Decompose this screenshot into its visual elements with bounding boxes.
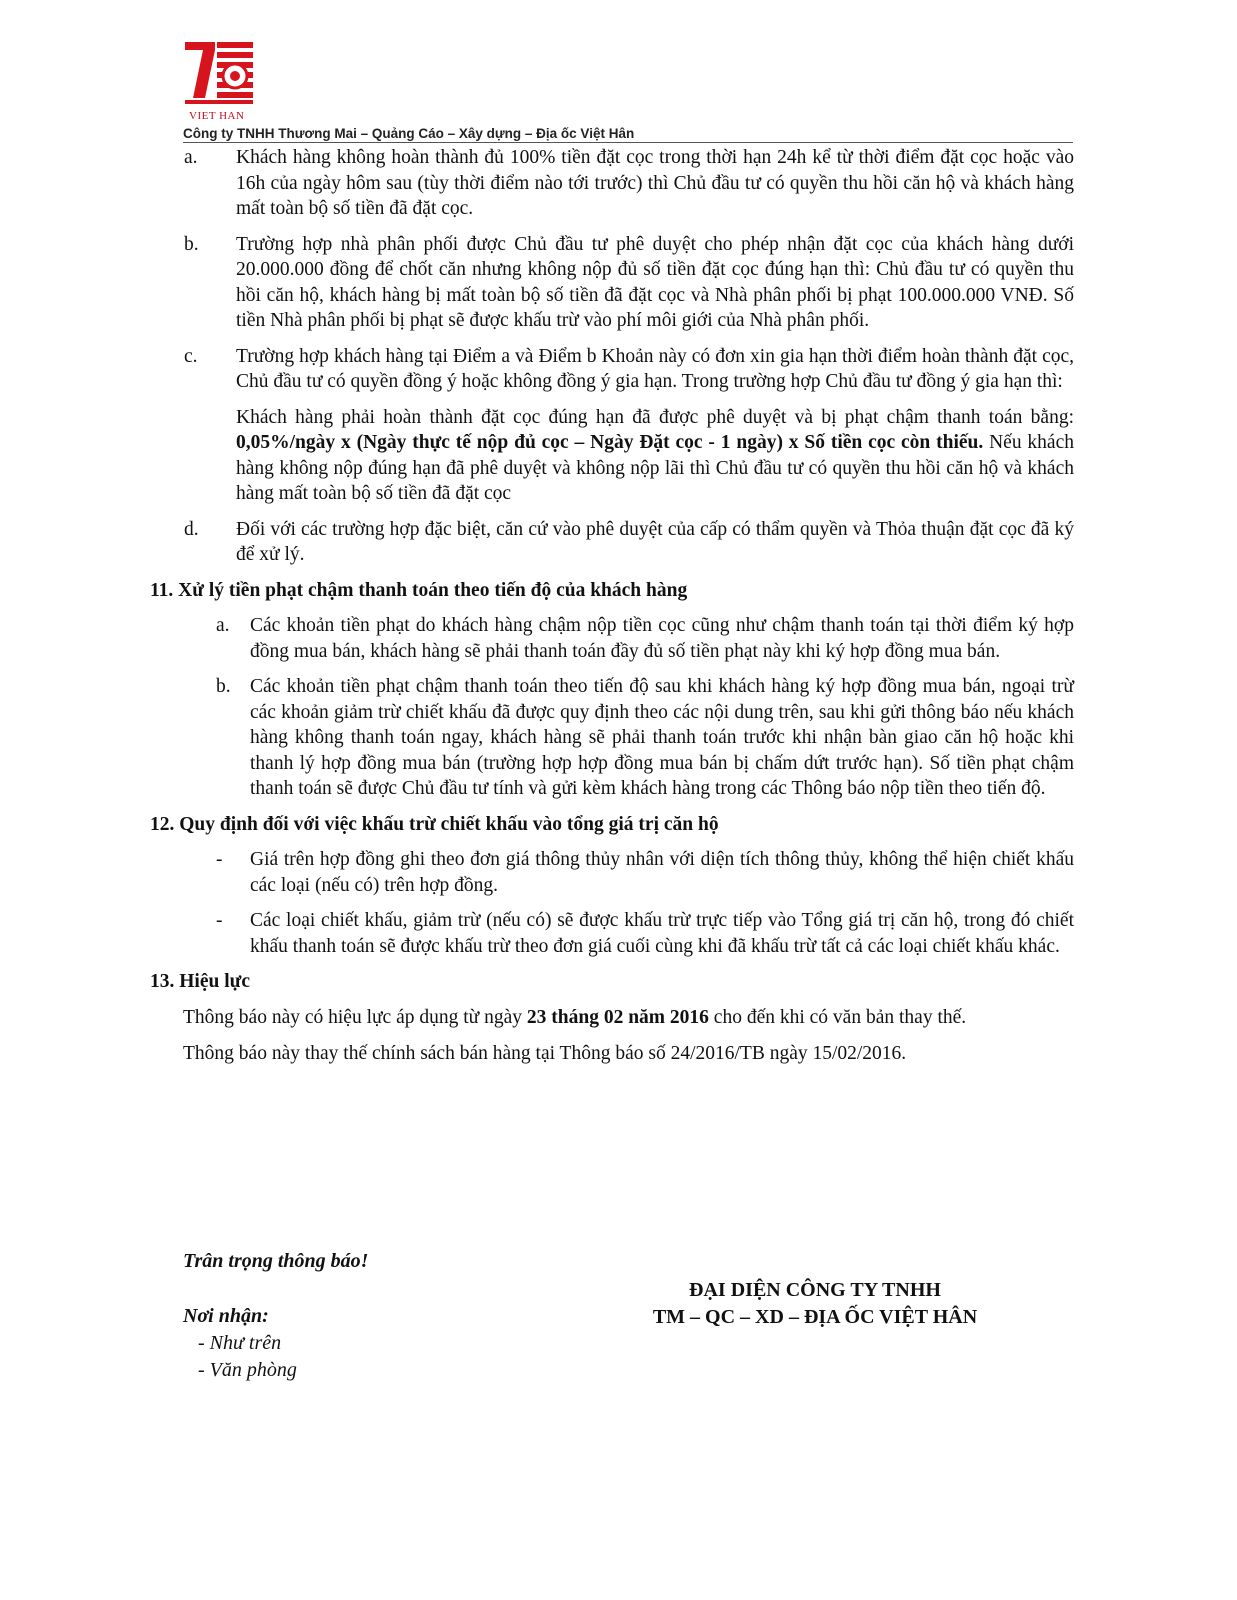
header-divider <box>183 142 1073 143</box>
item-text: Khách hàng không hoàn thành đủ 100% tiền đặt cọc trong thời hạn 24h kể từ thời điểm đặt cọc hoặc vào 16h của ngày hôm sau (tùy thời điểm nào tới trước) thì Chủ đầu tư có quyền thu hồi căn hộ và khách hàng mất toàn bộ số tiền đã đặt cọc. <box>236 147 1074 219</box>
item-text: Giá trên hợp đồng ghi theo đơn giá thông thủy nhân với diện tích thông thủy, không thể hiện chiết khấu các loại (nếu có) trên hợp đồng. <box>250 849 1074 896</box>
list-item <box>150 908 1074 959</box>
section-13-heading: 13. Hiệu lực <box>150 971 250 992</box>
list-item <box>150 613 1074 664</box>
replacement-paragraph: Thông báo này thay thế chính sách bán hàng tại Thông báo số 24/2016/TB ngày 15/02/2016. <box>183 1043 907 1064</box>
effective-text-after: cho đến khi có văn bản thay thế. <box>708 1006 967 1028</box>
item-label: a. <box>184 147 198 168</box>
item-text: Trường hợp nhà phân phối được Chủ đầu tư phê duyệt cho phép nhận đặt cọc của khách hàng dưới 20.000.000 đồng để chốt căn nhưng không nộp đủ số tiền đặt cọc đúng hạn thì: Chủ đầu tư có quyền thu hồi căn hộ, khách hàng bị mất toàn bộ số tiền đã đặt cọc và Nhà phân phối bị phạt 100.000.000 VNĐ. Số tiền Nhà phân phối bị phạt sẽ được khấu trừ vào phí môi giới của Nhà phân phối. <box>236 233 1074 331</box>
document-body <box>150 145 1074 1078</box>
list-item <box>150 232 1074 334</box>
recipients-title: Nơi nhận: <box>183 1305 269 1327</box>
item-text: Đối với các trường hợp đặc biệt, căn cứ vào phê duyệt của cấp có thẩm quyền và Thỏa thuận đặt cọc đã ký để xử lý. <box>236 518 1074 565</box>
item-label: a. <box>216 615 230 636</box>
representative-block <box>620 1277 1010 1331</box>
penalty-paragraph <box>236 405 1074 507</box>
recipients-block <box>183 1303 297 1384</box>
item-text: Các loại chiết khấu, giảm trừ (nếu có) sẽ được khấu trừ trực tiếp vào Tổng giá trị căn hộ, trong đó chiết khấu thanh toán sẽ được khấu trừ theo đơn giá cuối cùng khi đã khấu trừ tất cả các loại chiết khấu khác. <box>250 910 1074 957</box>
list-item <box>150 674 1074 802</box>
item-text: Các khoản tiền phạt chậm thanh toán theo tiến độ sau khi khách hàng ký hợp đồng mua bán, ngoại trừ các khoản giảm trừ chiết khấu đã được quy định theo các nội dung trên, sau khi gửi thông báo nếu khách hàng không thanh toán ngay, khách hàng sẽ phải thanh toán trước khi nhận bàn giao căn hộ hoặc khi thanh lý hợp đồng mua bán (trường hợp hợp đồng mua bán bị chấm dứt trước hạn). Số tiền phạt chậm thanh toán sẽ được Chủ đầu tư tính và gửi kèm khách hàng trong các Thông báo nộp tiền theo tiến độ. <box>250 676 1074 799</box>
item-text: Các khoản tiền phạt do khách hàng chậm nộp tiền cọc cũng như chậm thanh toán tại thời điểm ký hợp đồng mua bán, khách hàng sẽ phải thanh toán đầy đủ số tiền phạt này khi ký hợp đồng mua bán. <box>250 615 1074 662</box>
closing-line: Trân trọng thông báo! <box>183 1250 369 1272</box>
item-label: b. <box>216 676 231 697</box>
effective-date: 23 tháng 02 năm 2016 <box>526 1006 709 1028</box>
item-label: c. <box>184 345 198 367</box>
section-12-heading: 12. Quy định đối với việc khấu trừ chiết khấu vào tổng giá trị căn hộ <box>150 813 719 835</box>
list-item <box>150 847 1074 898</box>
effective-date-paragraph <box>183 1005 1074 1031</box>
list-item <box>150 517 1074 568</box>
item-label: d. <box>184 518 199 540</box>
effective-text: Thông báo này có hiệu lực áp dụng từ ngày <box>183 1006 527 1028</box>
recipient-item: - Như trên <box>198 1332 282 1354</box>
letterhead <box>183 38 1073 141</box>
item-label: - <box>216 849 223 870</box>
item-label: - <box>216 910 223 931</box>
item-text: Trường hợp khách hàng tại Điểm a và Điểm b Khoản này có đơn xin gia hạn thời điểm hoàn thành đặt cọc, Chủ đầu tư có quyền đồng ý hoặc không đồng ý gia hạn. Trong trường hợp Chủ đầu tư đồng ý gia hạn thì: <box>236 345 1074 392</box>
item-label: b. <box>184 233 199 255</box>
company-logo <box>183 38 255 124</box>
penalty-formula: 0,05%/ngày x (Ngày thực tế nộp đủ cọc – Ngày Đặt cọc - 1 ngày) x Số tiền cọc còn thiếu. <box>236 432 984 453</box>
penalty-text: Khách hàng phải hoàn thành đặt cọc đúng hạn đã được phê duyệt và bị phạt chậm thanh toán bằng: <box>236 406 1074 428</box>
section-11-heading: 11. Xử lý tiền phạt chậm thanh toán theo tiến độ của khách hàng <box>150 579 688 601</box>
logo-text: VIET HAN <box>189 110 245 122</box>
recipient-item: - Văn phòng <box>198 1359 297 1381</box>
representative-line-1: ĐẠI DIỆN CÔNG TY TNHH <box>689 1279 941 1301</box>
company-name: Công ty TNHH Thương Mai – Quảng Cáo – Xây dựng – Địa ốc Việt Hân <box>183 126 635 141</box>
logo-icon <box>183 38 255 110</box>
penalty-text-after: Nếu khách hàng không nộp đúng hạn đã phê duyệt và không nộp lãi thì Chủ đầu tư có quyền thu hồi căn hộ và khách hàng mất toàn bộ số tiền đã đặt cọc <box>236 432 1074 504</box>
representative-line-2: TM – QC – XD – ĐỊA ỐC VIỆT HÂN <box>652 1306 978 1328</box>
list-item <box>150 344 1074 395</box>
list-item <box>150 145 1074 222</box>
